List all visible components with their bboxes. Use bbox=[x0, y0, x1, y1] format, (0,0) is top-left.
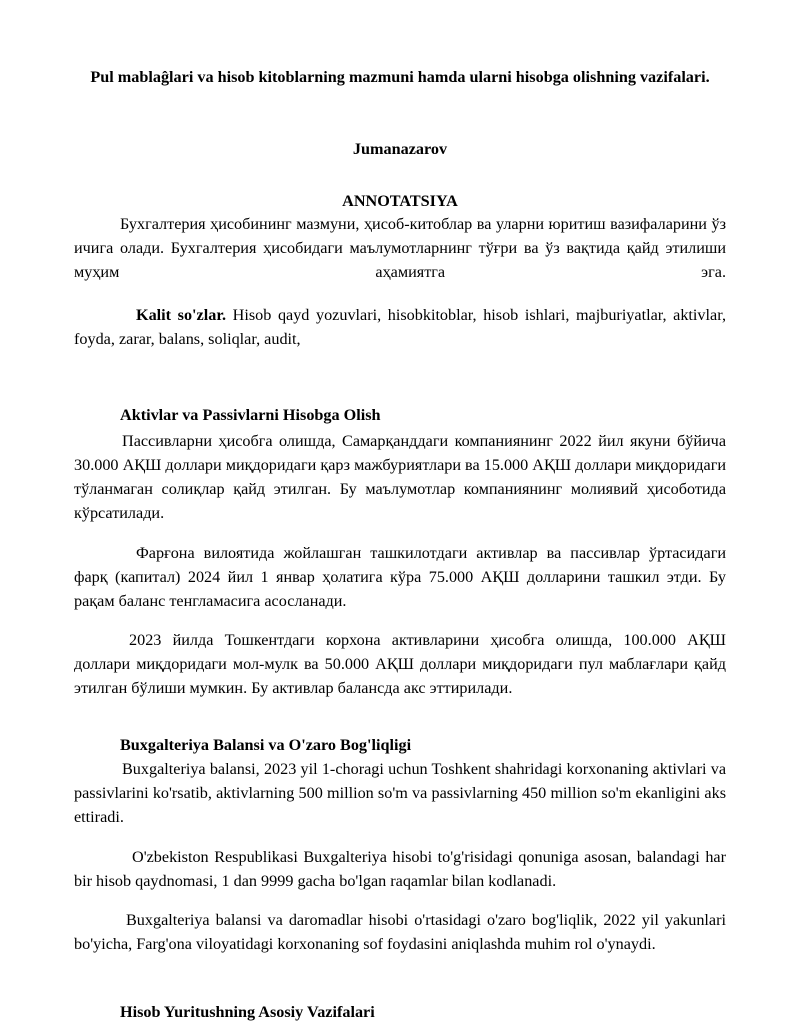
annotation-heading: ANNOTATSIYA bbox=[342, 192, 458, 210]
section-heading-balance: Buxgalteriya Balansi va O'zaro Bog'liqligi bbox=[120, 736, 412, 754]
document-title: Pul mablaĝlari va hisob kitoblarning mazmuni hamda ularni hisobga olishning vazifalari. bbox=[90, 68, 710, 86]
section-2-paragraph-3: Buxgalteriya balansi va daromadlar hisobi o'rtasidagi o'zaro bog'liqlik, 2022 yil yakunlari bo'yicha, Farg'ona viloyatidagi korxonaning sof foydasini aniqlashda muhim rol o'ynaydi. bbox=[74, 911, 726, 953]
section-2-paragraph-2: O'zbekiston Respublikasi Buxgalteriya hisobi to'g'risidagi qonuniga asosan, balandagi har bir hisob qaydnomasi, 1 dan 9999 gacha bo'lgan raqamlar bilan kodlanadi. bbox=[74, 848, 726, 890]
author-name: Jumanazarov bbox=[352, 140, 448, 158]
section-1-paragraph-1: Пассивларни ҳисобга олишда, Самарқанддаги компаниянинг 2022 йил якуни бўйича 30.000 АҚШ доллари миқдоридаги қарз мажбуриятлари ва 15.000 АҚШ доллари миқдоридаги тўланмаган солиқлар қайд этилган. Бу маълумотлар компаниянинг молиявий ҳисоботида кўрсатилади. bbox=[74, 432, 726, 522]
section-2-paragraph-1: Buxgalteriya balansi, 2023 yil 1-choragi uchun Toshkent shahridagi korxonaning aktivlari va passivlarini ko'rsatib, aktivlarning 500 million so'm va passivlarning 450 million so'm ekanligini aks ettiradi. bbox=[74, 760, 726, 826]
keywords-paragraph bbox=[74, 303, 726, 351]
section-1-paragraph-3: 2023 йилда Тошкентдаги корхона активларини ҳисобга олишда, 100.000 АҚШ доллари миқдоридаги мол-мулк ва 50.000 АҚШ доллари миқдоридаги пул маблағлари қайд этилган бўлиши мумкин. Бу активлар балансда акс эттирилади. bbox=[74, 631, 726, 697]
keywords-label: Kalit so'zlar. bbox=[136, 306, 227, 324]
section-1-paragraph-2: Фарғона вилоятида жойлашган ташкилотдаги активлар ва пассивлар ўртасидаги фарқ (капитал) 2024 йил 1 январ ҳолатига кўра 75.000 АҚШ долларини ташкил этди. Бу рақам баланс тенгламасига асосланади. bbox=[74, 544, 726, 610]
keywords-text: Hisob qayd yozuvlari, hisobkitoblar, hisob ishlari, majburiyatlar, aktivlar, foyda, zarar, balans, soliqlar, audit, bbox=[74, 306, 726, 348]
annotation-text: Бухгалтерия ҳисобининг мазмуни, ҳисоб-китоблар ва уларни юритиш вазифаларини ўз ичига олади. Бухгалтерия ҳисобидаги маълумотларнинг тўғри ва ўз вақтида қайд этилиши муҳим аҳамиятга эга. bbox=[74, 215, 726, 281]
section-heading-main-tasks: Hisob Yuritushning Asosiy Vazifalari bbox=[120, 1003, 375, 1021]
section-heading-assets-liabilities: Aktivlar va Passivlarni Hisobga Olish bbox=[120, 406, 381, 424]
